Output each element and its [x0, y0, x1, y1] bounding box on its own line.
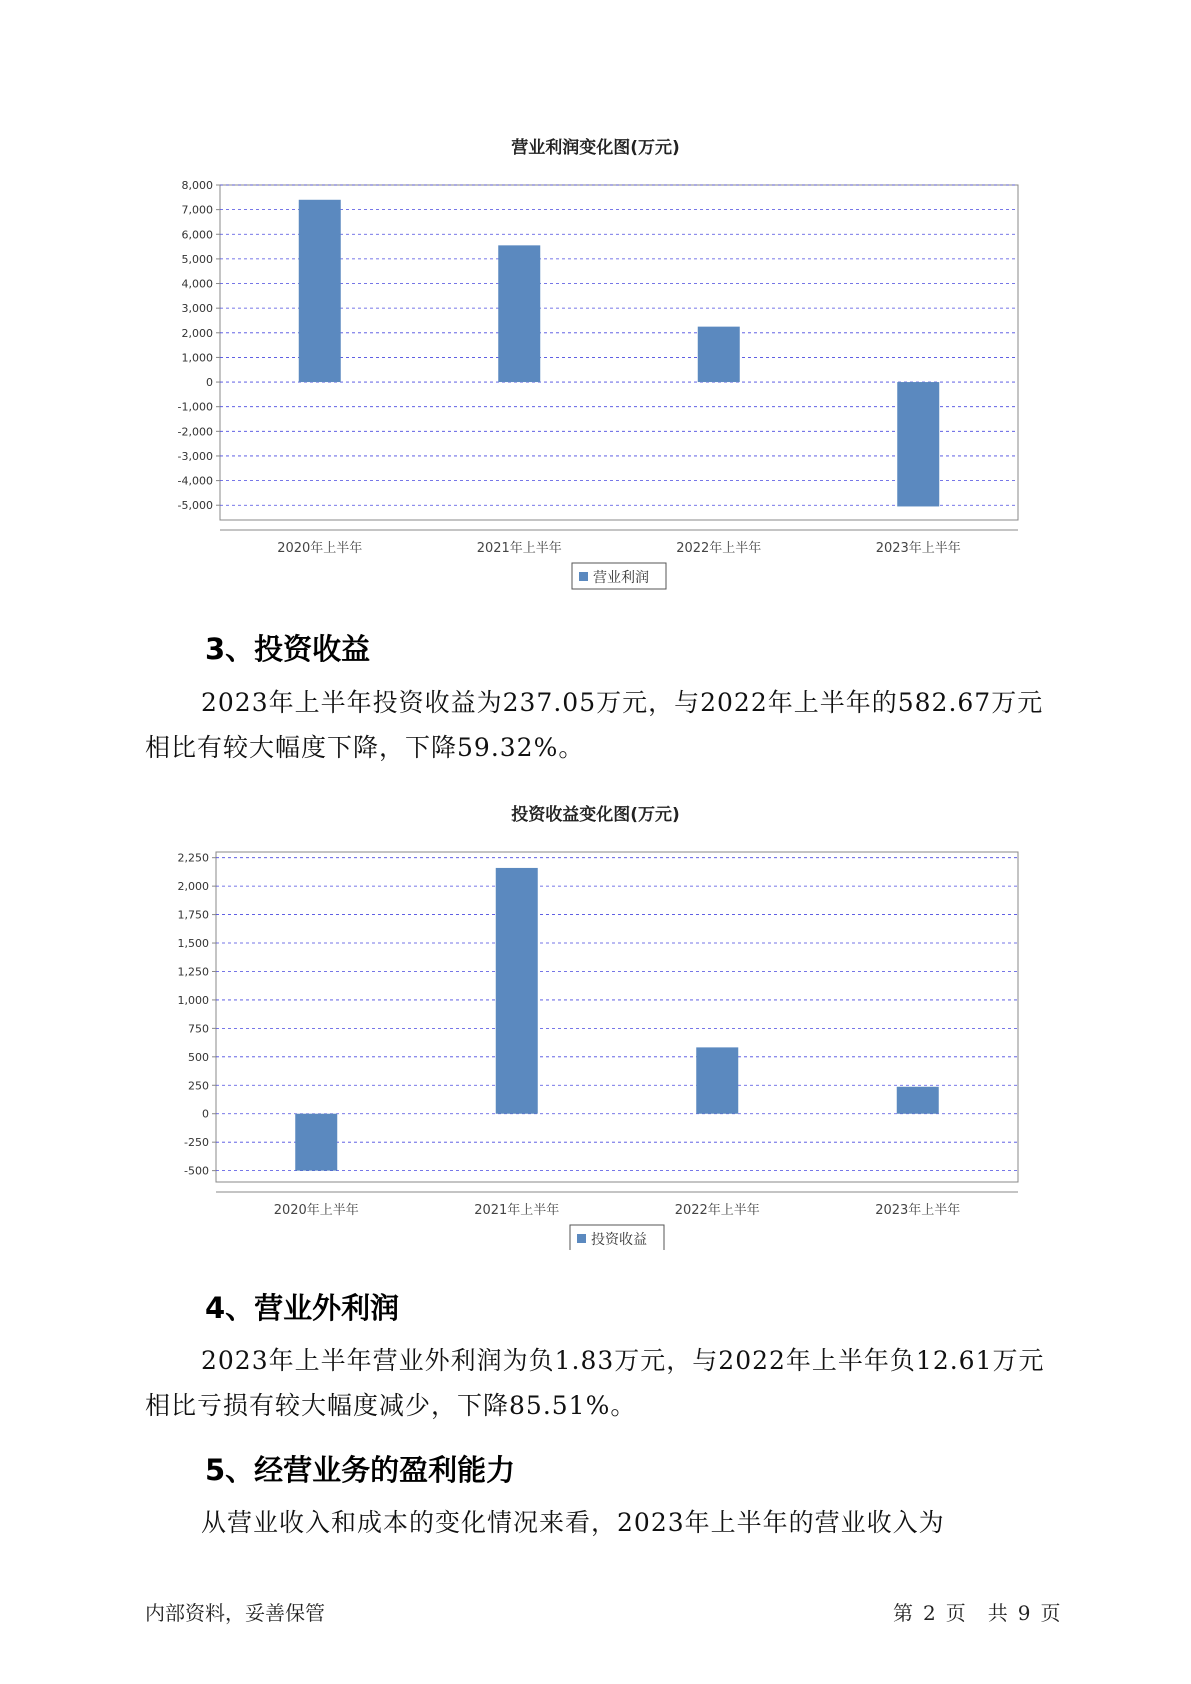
- paragraph-line: 相比亏损有较大幅度减少，下降85.51%。: [145, 1391, 637, 1420]
- footer-confidential-note: 内部资料，妥善保管: [145, 1601, 325, 1625]
- section-paragraph: [145, 1338, 1065, 1428]
- page-unit: 页: [945, 1601, 966, 1625]
- section-paragraph: [145, 680, 1065, 770]
- section-paragraph: [145, 1500, 1065, 1545]
- bar: [696, 1047, 738, 1113]
- section-heading: 5、经营业务的盈利能力: [205, 1453, 516, 1487]
- y-tick-label: 2,250: [177, 851, 209, 865]
- bar: [498, 245, 540, 382]
- y-tick-label: -2,000: [177, 425, 213, 439]
- investment-income-chart: [0, 830, 1191, 1250]
- chart-title: 营业利润变化图(万元): [511, 138, 680, 158]
- x-tick-label: 2023年上半年: [875, 1203, 961, 1218]
- y-tick-label: 8,000: [181, 179, 213, 192]
- legend-swatch: [577, 1234, 586, 1243]
- total-unit: 页: [1040, 1601, 1061, 1625]
- y-tick-label: -4,000: [177, 474, 213, 488]
- legend-label: 营业利润: [593, 570, 649, 586]
- paragraph-line: 从营业收入和成本的变化情况来看，2023年上半年的营业收入为: [201, 1508, 945, 1537]
- y-tick-label: 1,500: [177, 937, 209, 951]
- bar: [897, 382, 939, 506]
- x-tick-label: 2021年上半年: [476, 541, 562, 556]
- legend-swatch: [579, 572, 588, 581]
- y-tick-label: -3,000: [177, 449, 213, 463]
- y-tick-label: -250: [184, 1136, 209, 1150]
- x-tick-label: 2022年上半年: [676, 541, 762, 556]
- paragraph-line: 2023年上半年投资收益为237.05万元，与2022年上半年的582.67万元: [201, 688, 1044, 717]
- y-tick-label: 2,000: [181, 326, 213, 340]
- y-tick-label: 1,000: [177, 993, 209, 1007]
- x-tick-label: 2022年上半年: [674, 1203, 760, 1218]
- legend-label: 投资收益: [591, 1232, 647, 1248]
- y-tick-label: 0: [202, 1107, 209, 1121]
- operating-profit-chart: [0, 160, 1191, 600]
- x-tick-label: 2023年上半年: [875, 541, 961, 556]
- y-tick-label: -5,000: [177, 499, 213, 513]
- paragraph-line: 相比有较大幅度下降，下降59.32%。: [145, 733, 585, 762]
- chart-title: 投资收益变化图(万元): [511, 805, 680, 825]
- y-tick-label: 750: [188, 1022, 209, 1036]
- y-tick-label: 250: [188, 1079, 209, 1093]
- section-heading: 4、营业外利润: [205, 1291, 400, 1325]
- y-tick-label: 6,000: [181, 228, 213, 242]
- y-tick-label: 1,000: [181, 351, 213, 365]
- paragraph-line: 2023年上半年营业外利润为负1.83万元，与2022年上半年负12.61万元: [201, 1346, 1045, 1375]
- y-tick-label: 3,000: [181, 302, 213, 316]
- bar: [496, 868, 538, 1114]
- section-heading: 3、投资收益: [205, 632, 371, 666]
- total-prefix: 共: [987, 1601, 1008, 1625]
- x-tick-label: 2021年上半年: [474, 1203, 560, 1218]
- x-tick-label: 2020年上半年: [277, 541, 363, 556]
- bar: [897, 1087, 939, 1114]
- y-tick-label: 500: [188, 1050, 209, 1064]
- y-tick-label: 1,250: [177, 965, 209, 979]
- total-num: 9: [1017, 1601, 1031, 1625]
- bar: [698, 327, 740, 382]
- y-tick-label: 5,000: [181, 252, 213, 266]
- y-tick-label: -1,000: [177, 400, 213, 414]
- bar: [295, 1114, 337, 1171]
- bar: [299, 200, 341, 382]
- y-tick-label: -500: [184, 1164, 209, 1178]
- y-tick-label: 7,000: [181, 203, 213, 217]
- y-tick-label: 1,750: [177, 908, 209, 922]
- page-num: 2: [923, 1601, 936, 1625]
- y-tick-label: 2,000: [177, 880, 209, 894]
- page-prefix: 第: [893, 1601, 913, 1625]
- x-tick-label: 2020年上半年: [273, 1203, 359, 1218]
- footer-page-number: [893, 1597, 1070, 1626]
- y-tick-label: 4,000: [181, 277, 213, 291]
- y-tick-label: 0: [206, 376, 213, 390]
